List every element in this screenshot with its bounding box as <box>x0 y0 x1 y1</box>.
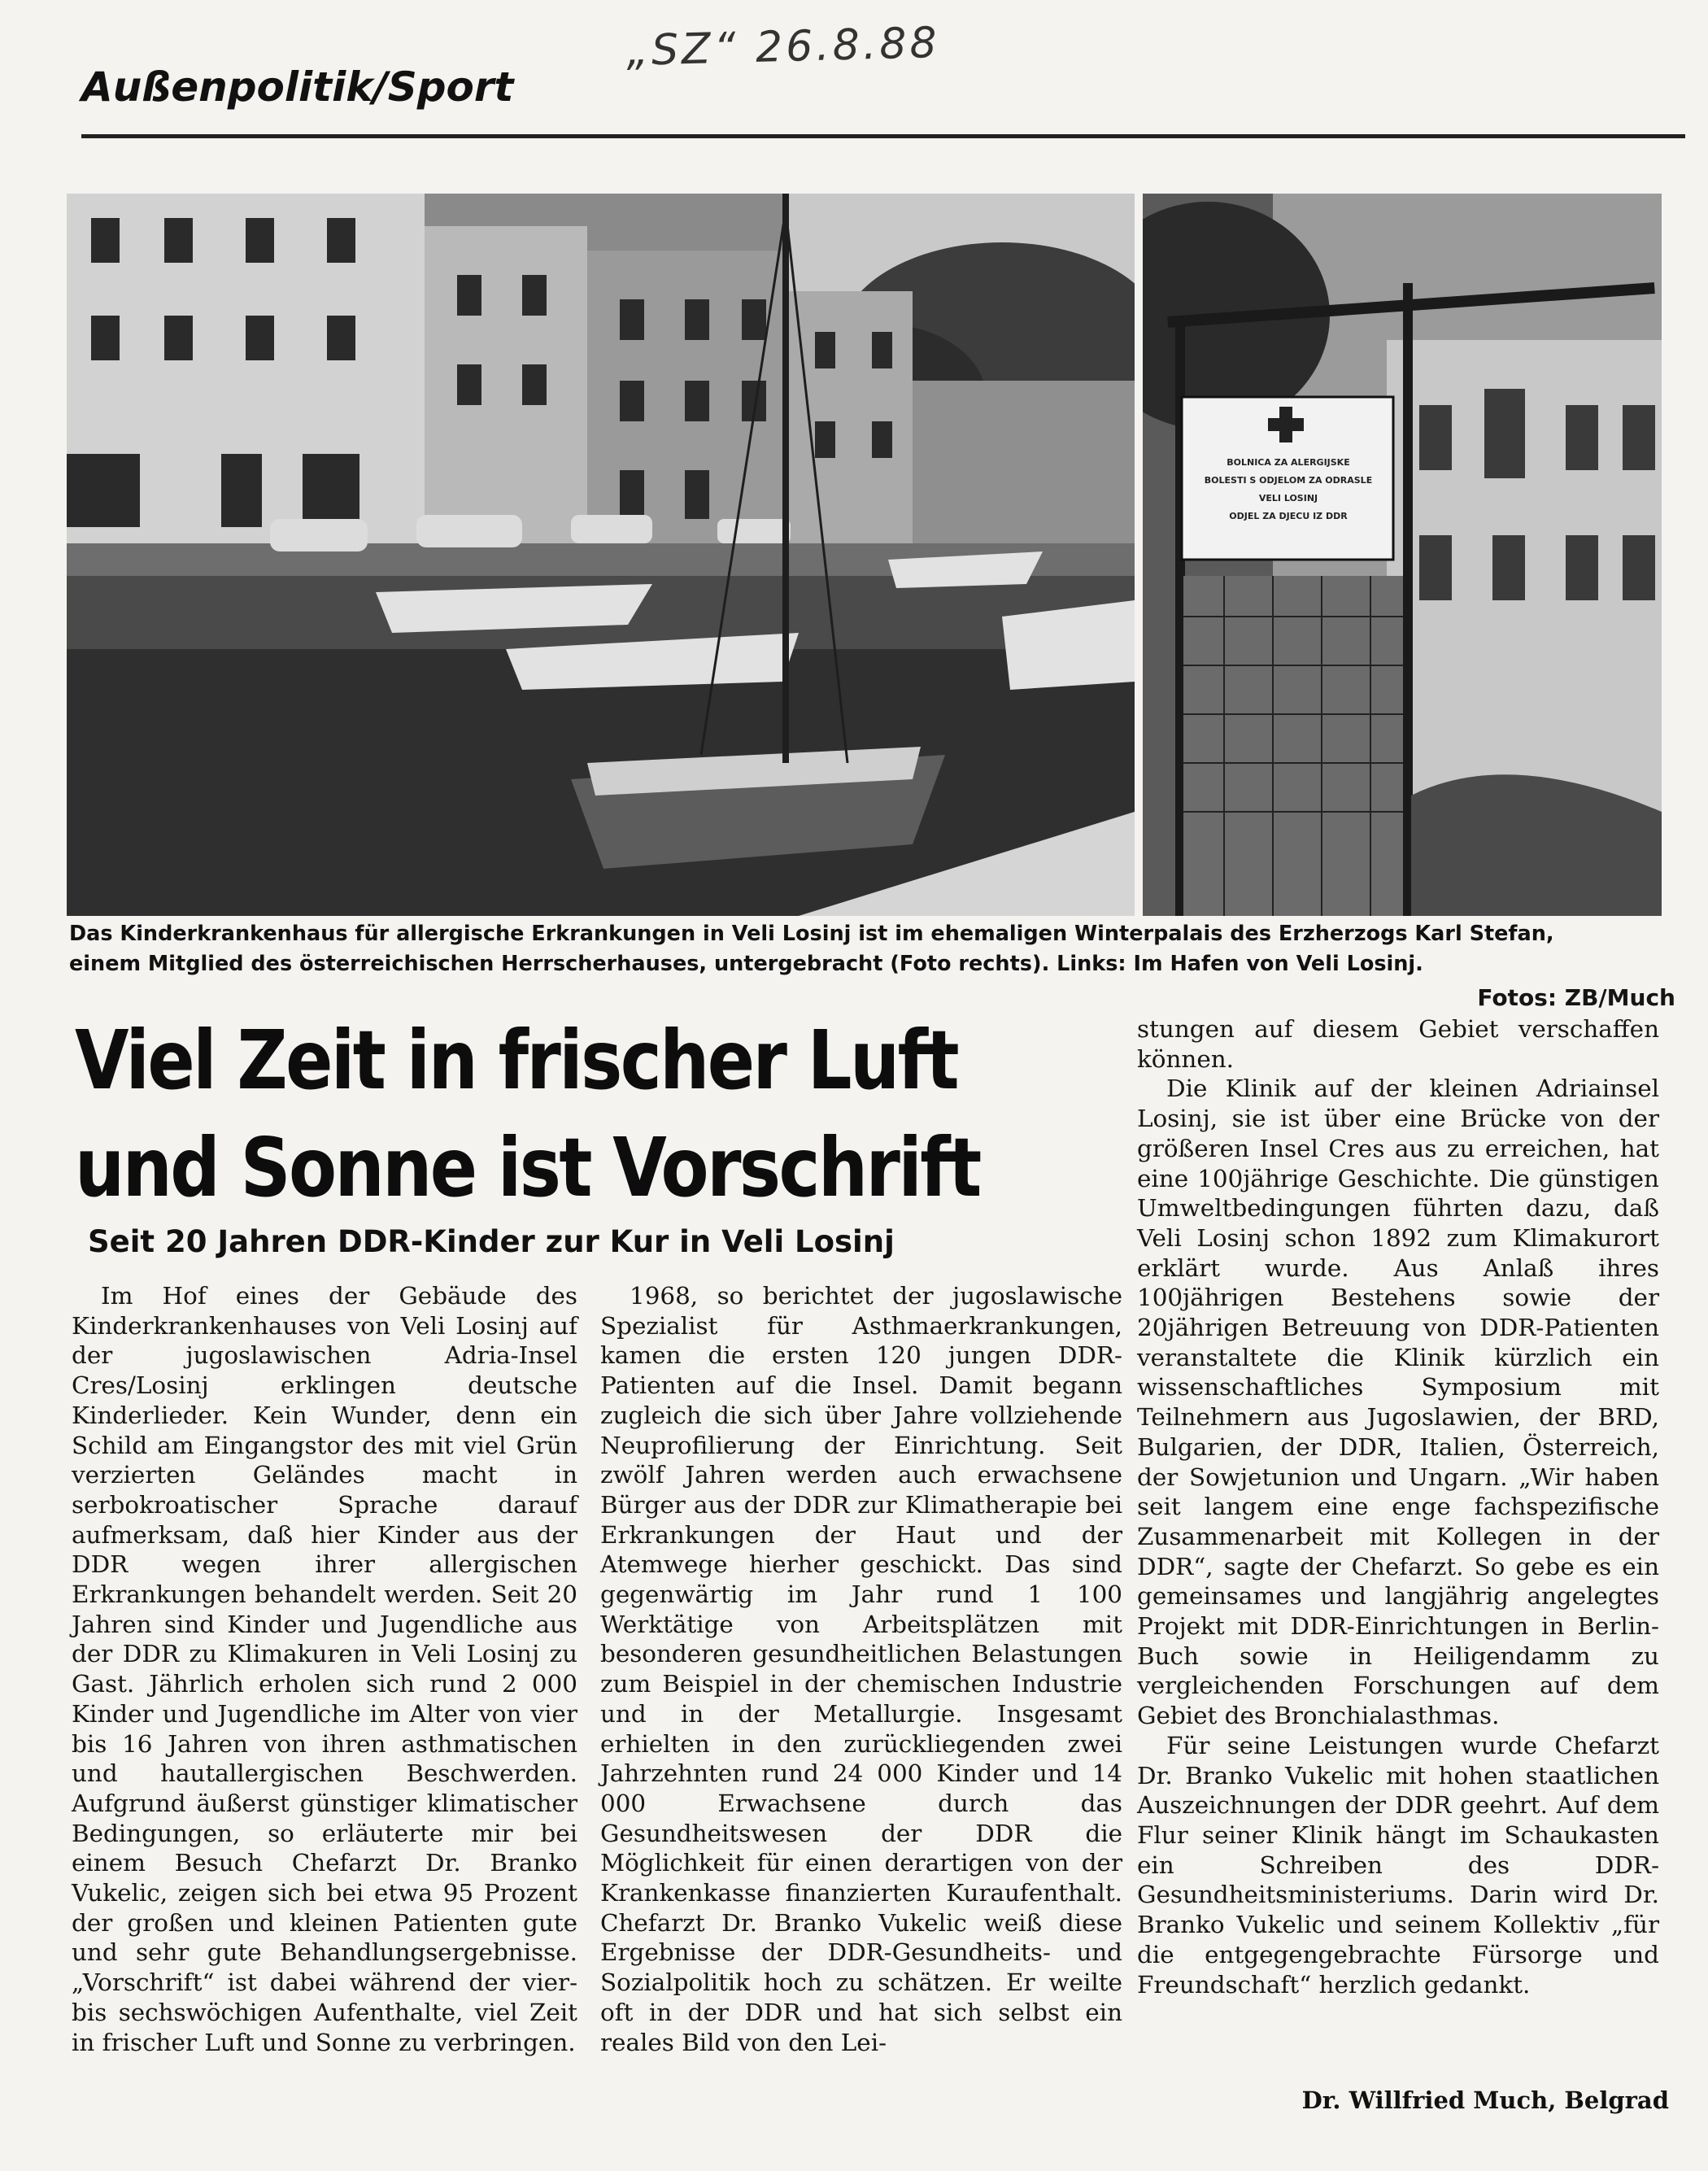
paragraph: Die Klinik auf der kleinen Adriainsel Losinj, sie ist über eine Brücke von der größeren Insel Cres aus zu erreichen, hat eine 100jährige Geschichte. Die günstigen Umweltbedingungen führten dazu, daß Veli Losinj schon 1892 zum Klimakurort erklärt wurde. Aus Anlaß ihres 100jährigen Bestehens sowie der 20jährigen Betreuung von DDR-Patienten veranstaltete die Klinik kürzlich ein wissenschaftliches Symposium mit Teilnehmern aus Jugoslawien, der BRD, Bulgarien, der DDR, Italien, Österreich, der Sowjetunion und Ungarn. „Wir haben seit langem eine enge fachspezifische Zusammenarbeit mit Kollegen in der DDR“, sagte der Chefarzt. So gebe es ein gemeinsames und langjährig angelegtes Projekt mit DDR-Einrichtungen in Berlin-Buch sowie in Heiligendamm zu vergleichenden Forschungen auf dem Gebiet des Bronchialasthmas. <box>1137 1075 1659 1730</box>
sign-line-3: VELI LOSINJ <box>1258 493 1318 504</box>
paragraph: stungen auf diesem Gebiet verschaffen können. <box>1137 1015 1659 1073</box>
hospital-sign-photo <box>1143 194 1662 916</box>
handwritten-date-note: „SZ“ 26.8.88 <box>625 18 941 76</box>
caption-line-2: einem Mitglied des österreichischen Herrscherhauses, untergebracht (Foto rechts). Links: Im Hafen von Veli Losinj. <box>69 952 1423 976</box>
article-column-1 <box>72 1281 577 2057</box>
article-column-3 <box>1137 1014 1659 1999</box>
sign-line-4: ODJEL ZA DJECU IZ DDR <box>1229 511 1348 521</box>
harbour-photo <box>67 194 1135 916</box>
sign-line-2: BOLESTI S ODJELOM ZA ODRASLE <box>1204 475 1373 486</box>
paragraph: Im Hof eines der Gebäude des Kinderkrankenhauses von Veli Losinj auf der jugoslawischen Adria-Insel Cres/Losinj erklingen deutsche Kinderlieder. Kein Wunder, denn ein Schild am Eingangstor des mit viel Grün verzierten Geländes macht in serbokroatischer Sprache darauf aufmerksam, daß hier Kinder aus der DDR wegen ihrer allergischen Erkrankungen behandelt werden. Seit 20 Jahren sind Kinder und Jugendliche aus der DDR zu Klimakuren in Veli Losinj zu Gast. Jährlich erholen sich rund 2 000 Kinder und Jugendliche im Alter von vier bis 16 Jahren von ihren asthmatischen und hautallergischen Beschwerden. Aufgrund äußerst günstiger klimatischer Bedingungen, so erläuterte mir bei einem Besuch Chefarzt Dr. Branko Vukelic, zeigen sich bei etwa 95 Prozent der großen und kleinen Patienten gute und sehr gute Behandlungsergebnisse. „Vorschrift“ ist dabei während der vier- bis sechswöchigen Aufenthalte, viel Zeit in frischer Luft und Sonne zu verbringen. <box>72 1282 577 2056</box>
headline-line-1: Viel Zeit in frischer Luft <box>75 1013 957 1108</box>
headline <box>75 1007 984 1222</box>
section-label: Außenpolitik/Sport <box>81 63 514 111</box>
author-byline: Dr. Willfried Much, Belgrad <box>1301 2086 1669 2114</box>
photo-credit: Fotos: ZB/Much <box>1477 984 1675 1011</box>
subheadline: Seit 20 Jahren DDR-Kinder zur Kur in Veli Losinj <box>88 1224 895 1259</box>
paragraph: 1968, so berichtet der jugoslawische Spezialist für Asthmaerkrankungen, kamen die ersten 120 jungen DDR-Patienten auf die Insel. Damit begann zugleich die sich über Jahre vollziehende Neuprofilierung der Einrichtung. Seit zwölf Jahren werden auch erwachsene Bürger aus der DDR zur Klimatherapie bei Erkrankungen der Haut und der Atemwege hierher geschickt. Das sind gegenwärtig im Jahr rund 1 100 Werktätige von Arbeitsplätzen mit besonderen gesundheitlichen Belastungen zum Beispiel in der chemischen Industrie und in der Metallurgie. Insgesamt erhielten in den zurückliegenden zwei Jahrzehnten rund 24 000 Kinder und 14 000 Erwachsene durch das Gesundheitswesen der DDR die Möglichkeit für einen derartigen von der Krankenkasse finanzierten Kuraufenthalt. Chefarzt Dr. Branko Vukelic weiß diese Ergebnisse der DDR-Gesundheits- und Sozialpolitik hoch zu schätzen. Er weilte oft in der DDR und hat sich selbst ein reales Bild von den Lei- <box>600 1282 1122 2056</box>
sign-line-1: BOLNICA ZA ALERGIJSKE <box>1227 457 1350 468</box>
headline-line-2: und Sonne ist Vorschrift <box>75 1120 980 1215</box>
caption-line-1: Das Kinderkrankenhaus für allergische Erkrankungen in Veli Losinj ist im ehemaligen Winterpalais des Erzherzogs Karl Stefan, <box>69 922 1554 946</box>
article-column-2 <box>600 1281 1122 2057</box>
section-divider <box>81 134 1685 138</box>
paragraph: Für seine Leistungen wurde Chefarzt Dr. Branko Vukelic mit hohen staatlichen Auszeichnungen der DDR geehrt. Auf dem Flur seiner Klinik hängt im Schaukasten ein Schreiben des DDR-Gesundheitsministeriums. Darin wird Dr. Branko Vukelic und seinem Kollektiv „für die entgegengebrachte Fürsorge und Freundschaft“ herzlich gedankt. <box>1137 1731 1659 1999</box>
photo-caption <box>69 919 1688 979</box>
